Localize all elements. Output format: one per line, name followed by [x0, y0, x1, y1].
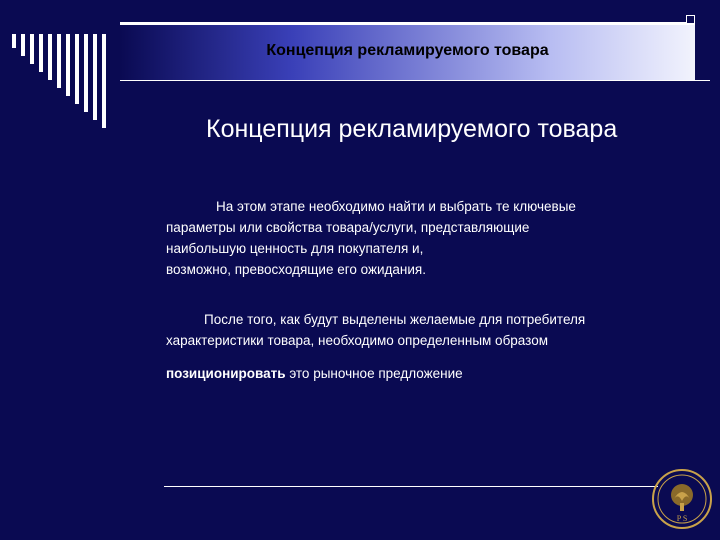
title-bar — [120, 22, 695, 81]
stripe — [39, 34, 43, 72]
paragraph-line: На этом этапе необходимо найти и выбрать те ключевые — [216, 199, 576, 214]
paragraph-line: параметры или свойства товара/услуги, представляющие — [166, 220, 530, 235]
slide-heading: Концепция рекламируемого товара — [206, 115, 618, 143]
paragraph-line: характеристики товара, необходимо определенным образом — [166, 333, 548, 348]
divider-top — [120, 80, 710, 81]
corner-square-icon — [686, 15, 695, 24]
stripe — [48, 34, 52, 80]
stripe — [57, 34, 61, 88]
paragraph-line: После того, как будут выделены желаемые для потребителя — [204, 312, 586, 327]
divider-bottom — [164, 486, 658, 487]
stripe — [21, 34, 25, 56]
stripe — [75, 34, 79, 104]
stripe — [93, 34, 97, 120]
emphasis-text: позиционировать — [166, 366, 286, 381]
stripe — [12, 34, 16, 48]
paragraph-tail: это рыночное предложение — [285, 366, 463, 381]
stripe — [66, 34, 70, 96]
paragraph-line-final — [166, 363, 676, 384]
paragraph-1 — [166, 196, 676, 280]
stripe — [102, 34, 106, 128]
slide-title: Концепция рекламируемого товара — [266, 42, 549, 59]
stripe — [30, 34, 34, 64]
paragraph-2 — [166, 309, 676, 384]
stripe — [84, 34, 88, 112]
paragraph-line: возможно, превосходящие его ожидания. — [166, 262, 426, 277]
paragraph-line: наибольшую ценность для покупателя и, — [166, 241, 424, 256]
logo-lettering: P S — [676, 514, 688, 523]
university-seal-icon — [650, 467, 714, 531]
